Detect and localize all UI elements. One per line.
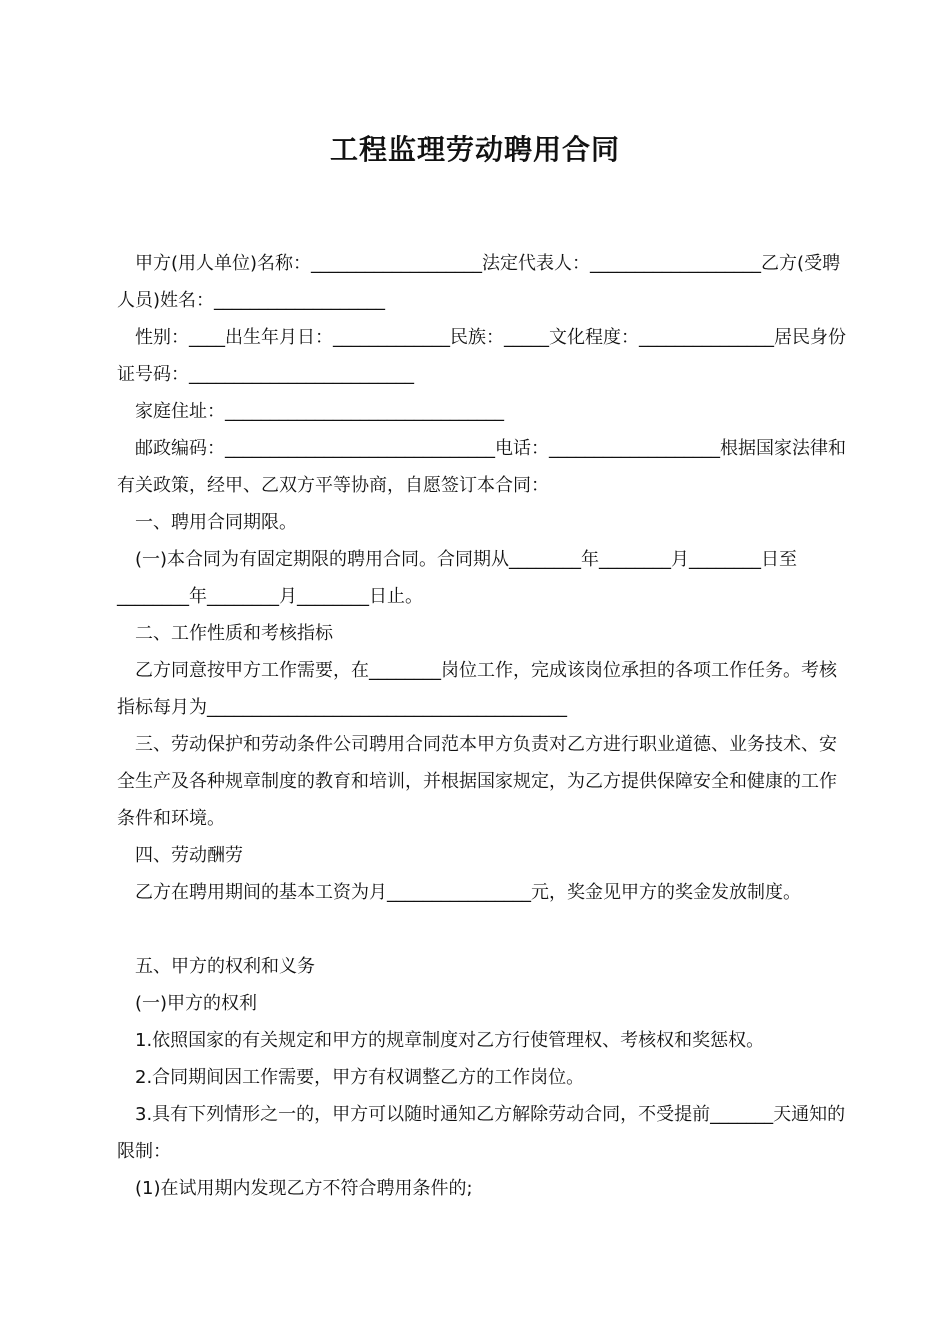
section-heading: 四、劳动酬劳 [135,845,243,866]
subsection-heading: (一)甲方的权利 [135,993,258,1014]
personal-info-paragraph: 性别：____出生年月日：_____________民族：_____文化程度：_______________居民身份证号码：_________________________ [117,327,846,385]
labor-protection-paragraph: 三、劳动保护和劳动条件公司聘用合同范本甲方负责对乙方进行职业道德、业务技术、安全生产及各种规章制度的教育和培训，并根据国家规定，为乙方提供保障安全和健康的工作条件和环境。 [117,734,837,829]
contract-term-paragraph: (一)本合同为有固定期限的聘用合同。合同期从________年________月________日至________年________月________日止。 [117,549,798,607]
salary-paragraph: 乙方在聘用期间的基本工资为月________________元，奖金见甲方的奖金发放制度。 [135,882,801,903]
clause-item: 2.合同期间因工作需要，甲方有权调整乙方的工作岗位。 [135,1067,585,1088]
section-heading: 一、聘用合同期限。 [135,512,297,533]
party-info-paragraph: 甲方(用人单位)名称：___________________法定代表人：___________________乙方(受聘人员)姓名：___________________ [117,253,841,311]
section-heading: 五、甲方的权利和义务 [135,956,315,977]
section-heading: 二、工作性质和考核指标 [135,623,333,644]
address-paragraph: 家庭住址：_______________________________ [135,401,504,422]
job-paragraph: 乙方同意按甲方工作需要，在________岗位工作，完成该岗位承担的各项工作任务。考核指标每月为________________________________________ [117,660,837,718]
clause-item: 3.具有下列情形之一的，甲方可以随时通知乙方解除劳动合同，不受提前_______天通知的限制： [117,1104,846,1162]
document-body [117,245,852,1207]
clause-item: 1.依照国家的有关规定和甲方的规章制度对乙方行使管理权、考核权和奖惩权。 [135,1030,765,1051]
clause-item: (1)在试用期内发现乙方不符合聘用条件的; [135,1178,473,1199]
contact-paragraph: 邮政编码：______________________________电话：___________________根据国家法律和有关政策，经甲、乙双方平等协商，自愿签订本合同： [117,438,846,496]
paragraph-spacer [117,911,852,948]
document-title: 工程监理劳动聘用合同 [329,133,620,166]
